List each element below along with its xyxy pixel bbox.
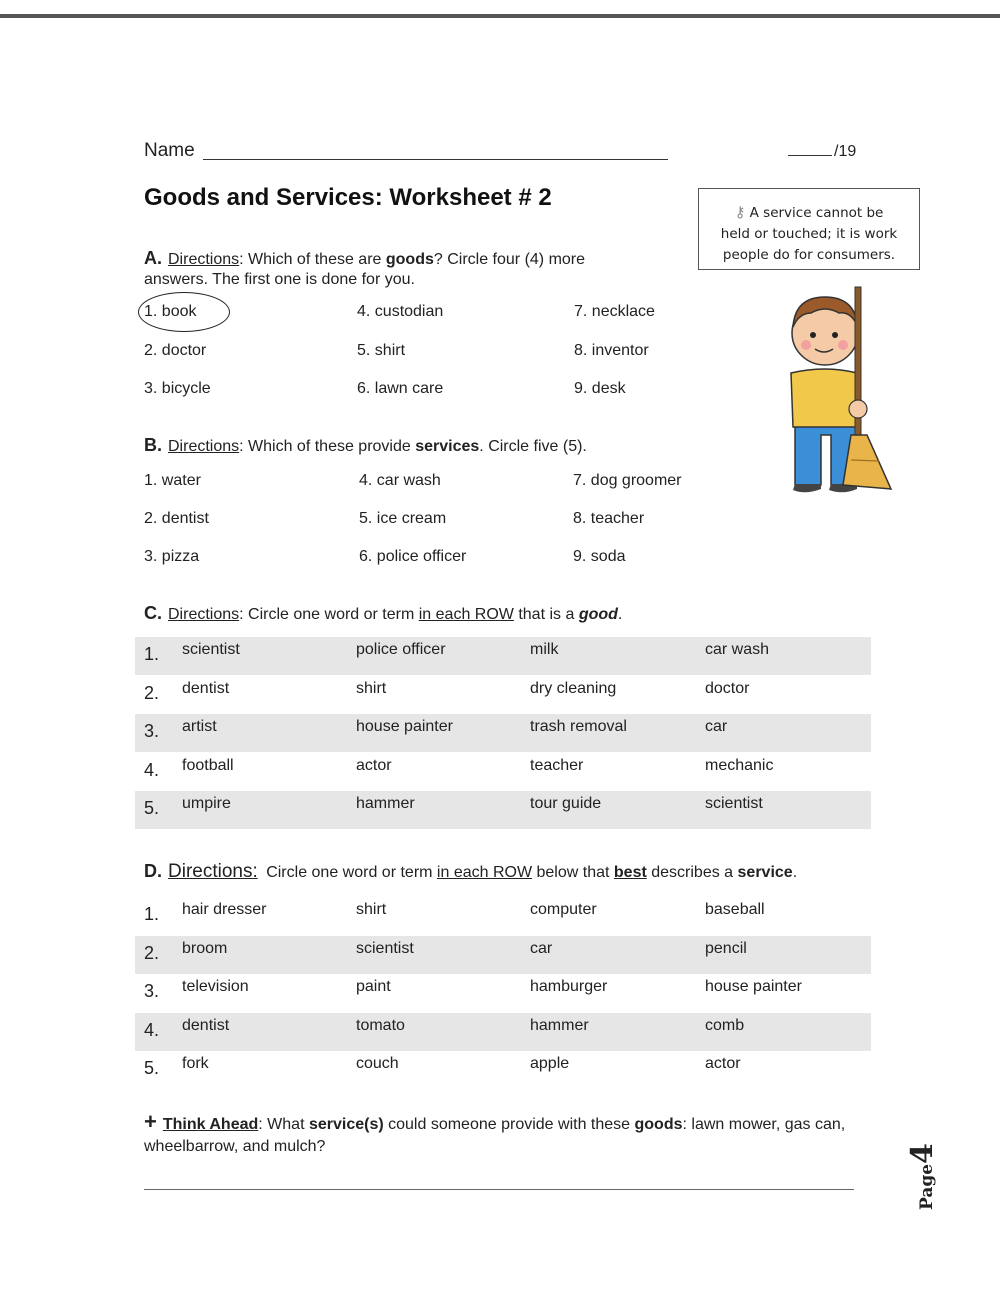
section-b-item[interactable]: 4. car wash xyxy=(359,472,441,489)
section-c-text-1: : Circle one word or term xyxy=(239,606,419,623)
answer-choice[interactable]: scientist xyxy=(182,641,240,658)
table-row xyxy=(135,936,871,974)
answer-choice[interactable]: shirt xyxy=(356,901,387,918)
key-icon: ⚷ xyxy=(734,203,746,221)
answer-choice[interactable]: dentist xyxy=(182,1016,230,1034)
section-c-text-2: that is a xyxy=(513,606,579,623)
name-label: Name xyxy=(144,140,195,161)
section-d-bold: service xyxy=(737,864,793,881)
page-number xyxy=(905,1143,965,1210)
answer-choice[interactable]: computer xyxy=(530,901,597,918)
directions-label: Directions xyxy=(168,438,240,455)
section-c-bold-italic: good xyxy=(578,606,618,623)
answer-choice[interactable]: football xyxy=(182,756,234,774)
score-total: /19 xyxy=(834,143,857,160)
answer-choice[interactable]: dry cleaning xyxy=(530,679,617,697)
section-b-item[interactable]: 9. soda xyxy=(573,548,626,565)
think-text-2: could someone provide with these xyxy=(383,1116,635,1133)
answer-choice[interactable]: hammer xyxy=(530,1016,589,1034)
section-a-letter: A. xyxy=(144,248,162,268)
answer-choice[interactable]: baseball xyxy=(705,901,765,918)
table-row xyxy=(135,897,871,935)
answer-choice[interactable]: house painter xyxy=(356,718,453,735)
answer-choice[interactable]: comb xyxy=(705,1016,745,1034)
section-c-letter: C. xyxy=(144,603,162,623)
row-number: 1. xyxy=(144,904,160,924)
answer-choice[interactable]: car xyxy=(705,718,728,735)
row-number: 5. xyxy=(144,1058,160,1078)
answer-choice[interactable]: actor xyxy=(705,1055,741,1072)
page-label: Page xyxy=(917,1163,937,1210)
answer-choice[interactable]: teacher xyxy=(530,756,584,774)
answer-choice[interactable]: trash removal xyxy=(530,718,627,735)
think-ahead-label: Think Ahead xyxy=(162,1116,259,1133)
section-a-item[interactable]: 1. book xyxy=(144,303,197,320)
table-row xyxy=(135,974,871,1012)
answer-choice[interactable]: paint xyxy=(356,978,391,995)
think-text-3: : lawn mower, gas can, wheelbarrow, and mulch? xyxy=(144,1116,846,1155)
section-a-item[interactable]: 5. shirt xyxy=(357,342,406,359)
answer-choice[interactable]: scientist xyxy=(356,939,414,957)
section-b-item[interactable]: 2. dentist xyxy=(144,510,209,527)
answer-choice[interactable]: apple xyxy=(530,1055,570,1072)
top-border xyxy=(0,14,1000,18)
section-a-text-2: ? Circle four (4) more xyxy=(433,251,586,268)
answer-choice[interactable]: television xyxy=(182,978,249,995)
row-number: 1. xyxy=(144,644,160,664)
table-row xyxy=(135,1013,871,1051)
page-title: Goods and Services: Worksheet # 2 xyxy=(144,184,552,211)
section-a-item[interactable]: 3. bicycle xyxy=(144,380,211,397)
answer-choice[interactable]: scientist xyxy=(705,795,763,812)
section-a-item[interactable]: 7. necklace xyxy=(574,303,655,320)
table-row xyxy=(135,714,871,752)
table-row xyxy=(135,1051,871,1089)
answer-choice[interactable]: dentist xyxy=(182,679,230,697)
section-c-underline: in each ROW xyxy=(418,606,514,623)
score xyxy=(788,143,856,161)
section-b-bold: services xyxy=(415,438,480,455)
answer-choice[interactable]: car xyxy=(530,939,553,957)
answer-choice[interactable]: milk xyxy=(530,641,559,658)
row-number: 3. xyxy=(144,721,160,741)
row-number: 4. xyxy=(144,1019,160,1040)
section-a-item[interactable]: 4. custodian xyxy=(357,303,444,320)
section-d-text-1: Circle one word or term xyxy=(261,864,437,881)
section-a-item[interactable]: 6. lawn care xyxy=(357,380,444,397)
section-d-bold-underline: best xyxy=(613,864,647,881)
answer-choice[interactable]: tomato xyxy=(356,1016,405,1034)
think-ahead xyxy=(144,1111,864,1158)
answer-choice[interactable]: couch xyxy=(356,1055,399,1072)
section-b-item[interactable]: 5. ice cream xyxy=(359,510,447,527)
section-d-text-2: below that xyxy=(532,864,614,881)
answer-choice[interactable]: hair dresser xyxy=(182,901,267,918)
section-a-text-3: answers. The first one is done for you. xyxy=(144,271,415,288)
answer-choice[interactable]: hammer xyxy=(356,795,415,812)
tip-line-1: A service cannot be xyxy=(749,205,884,221)
section-b-text-2: . Circle five (5). xyxy=(479,438,587,455)
section-a-bold: goods xyxy=(385,251,434,268)
row-number: 3. xyxy=(144,981,160,1001)
section-d-text-3: describes a xyxy=(646,864,738,881)
table-row xyxy=(135,676,871,714)
section-b-item[interactable]: 1. water xyxy=(144,472,201,489)
boy-with-broom-illustration xyxy=(785,285,895,495)
answer-choice[interactable]: actor xyxy=(356,756,392,774)
directions-label: Directions xyxy=(168,606,240,623)
answer-choice[interactable]: tour guide xyxy=(530,795,602,812)
tip-line-2: held or touched; it is work xyxy=(720,226,898,242)
section-b-directions xyxy=(144,435,704,457)
think-bold-1: service(s) xyxy=(308,1116,384,1133)
plus-icon: + xyxy=(144,1109,157,1134)
table-row xyxy=(135,753,871,791)
answer-choice[interactable]: mechanic xyxy=(705,756,774,774)
section-b-letter: B. xyxy=(144,435,162,455)
answer-choice[interactable]: doctor xyxy=(705,679,750,697)
think-text-1: : What xyxy=(258,1116,309,1133)
section-b-text-1: : Which of these provide xyxy=(239,438,416,455)
row-number: 2. xyxy=(144,942,160,963)
service-tip-box xyxy=(698,188,920,270)
answer-choice[interactable]: hamburger xyxy=(530,978,608,995)
section-c-text-3: . xyxy=(617,606,623,623)
section-b-item[interactable]: 6. police officer xyxy=(359,548,467,565)
section-d-directions xyxy=(144,861,864,883)
think-bold-2: goods xyxy=(634,1116,683,1133)
table-row xyxy=(135,791,871,829)
directions-label: Directions: xyxy=(168,861,258,882)
answer-choice[interactable]: police officer xyxy=(356,641,446,658)
table-row xyxy=(135,637,871,675)
row-number: 2. xyxy=(144,682,160,703)
answer-choice[interactable]: artist xyxy=(182,718,217,735)
section-a-item[interactable]: 9. desk xyxy=(574,380,626,397)
answer-choice[interactable]: car wash xyxy=(705,641,770,658)
answer-choice[interactable]: house painter xyxy=(705,978,802,995)
answer-choice[interactable]: broom xyxy=(182,939,228,957)
row-number: 4. xyxy=(144,759,160,780)
section-d-text-4: . xyxy=(792,864,798,881)
answer-choice[interactable]: pencil xyxy=(705,939,747,957)
section-c-directions xyxy=(144,603,844,625)
section-a-directions xyxy=(144,248,684,290)
section-a-item[interactable]: 8. inventor xyxy=(574,342,649,359)
think-ahead-answer-line[interactable] xyxy=(144,1189,854,1190)
answer-choice[interactable]: umpire xyxy=(182,795,231,812)
section-a-item[interactable]: 2. doctor xyxy=(144,342,207,359)
section-a-text-1: : Which of these are xyxy=(239,251,386,268)
section-b-item[interactable]: 7. dog groomer xyxy=(573,472,682,489)
name-field[interactable] xyxy=(203,159,668,160)
answer-choice[interactable]: shirt xyxy=(356,679,387,697)
section-b-item[interactable]: 3. pizza xyxy=(144,548,200,565)
row-number: 5. xyxy=(144,798,160,818)
answer-choice[interactable]: fork xyxy=(182,1055,209,1072)
score-blank[interactable] xyxy=(788,155,832,156)
tip-line-3: people do for consumers. xyxy=(722,247,896,263)
page-number-value: 4 xyxy=(905,1143,940,1164)
section-d-underline: in each ROW xyxy=(436,864,533,881)
section-d-letter: D. xyxy=(144,861,162,881)
directions-label: Directions xyxy=(168,251,240,268)
section-b-item[interactable]: 8. teacher xyxy=(573,510,645,527)
